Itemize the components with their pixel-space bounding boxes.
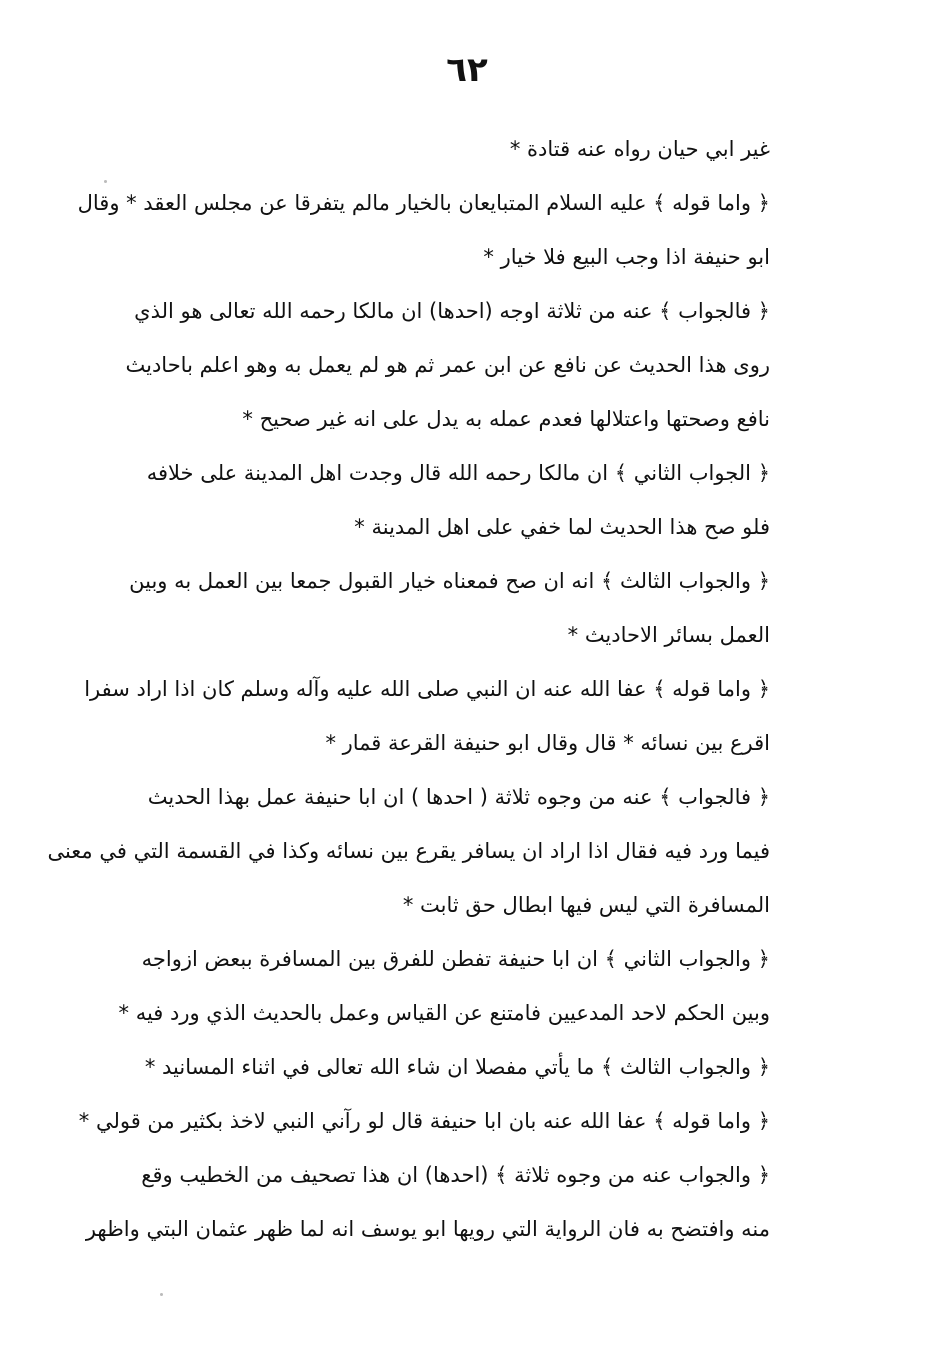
paper-speck [104, 180, 107, 183]
text-line: ابو حنيفة اذا وجب البيع فلا خيار * [483, 245, 770, 269]
paper-speck [160, 1293, 163, 1296]
text-line: ﴿ والجواب الثالث ﴾ ما يأتي مفصلا ان شاء الله تعالى في اثناء المسانيد * [144, 1055, 770, 1079]
text-line: ﴿ واما قوله ﴾ عليه السلام المتبايعان بالخيار مالم يتفرقا عن مجلس العقد * وقال [77, 191, 770, 215]
page-number: ٦٢ [446, 50, 488, 90]
text-line: منه وافتضح به فان الرواية التي رويها ابو يوسف انه لما ظهر عثمان البتي واظهر [85, 1217, 770, 1241]
text-line: نافع وصحتها واعتلالها فعدم عمله به يدل على انه غير صحيح * [242, 407, 770, 431]
text-line: روى هذا الحديث عن نافع عن ابن عمر ثم هو لم يعمل به وهو اعلم باحاديث [125, 353, 770, 377]
body-text [47, 122, 770, 1256]
text-line: ﴿ والجواب عنه من وجوه ثلاثة ﴾ (احدها) ان هذا تصحيف من الخطيب وقع [141, 1163, 770, 1187]
text-line: فيما ورد فيه فقال اذا اراد ان يسافر يقرع بين نسائه وكذا في القسمة التي في معنى [47, 839, 770, 863]
text-line: ﴿ والجواب الثالث ﴾ انه ان صح فمعناه خيار القبول جمعا بين العمل به وبين [129, 569, 770, 593]
text-line: اقرع بين نسائه * قال وقال ابو حنيفة القرعة قمار * [325, 731, 770, 755]
text-line: ﴿ فالجواب ﴾ عنه من وجوه ثلاثة ( احدها ) ان ابا حنيفة عمل بهذا الحديث [147, 785, 770, 809]
text-line: وبين الحكم لاحد المدعيين فامتنع عن القياس وعمل بالحديث الذي ورد فيه * [118, 1001, 770, 1025]
text-line: فلو صح هذا الحديث لما خفي على اهل المدينة * [354, 515, 770, 539]
text-line: ﴿ فالجواب ﴾ عنه من ثلاثة اوجه (احدها) ان مالكا رحمه الله تعالى هو الذي [134, 299, 770, 323]
text-line: المسافرة التي ليس فيها ابطال حق ثابت * [402, 893, 770, 917]
text-line: غير ابي حيان رواه عنه قتادة * [509, 137, 770, 161]
text-line: ﴿ واما قوله ﴾ عفا الله عنه بان ابا حنيفة قال لو رآني النبي لاخذ بكثير من قولي * [78, 1109, 770, 1133]
text-line: ﴿ واما قوله ﴾ عفا الله عنه ان النبي صلى الله عليه وآله وسلم كان اذا اراد سفرا [84, 677, 770, 701]
text-line: ﴿ الجواب الثاني ﴾ ان مالكا رحمه الله قال وجدت اهل المدينة على خلافه [146, 461, 770, 485]
text-line: ﴿ والجواب الثاني ﴾ ان ابا حنيفة تفطن للفرق بين المسافرة ببعض ازواجه [141, 947, 770, 971]
text-line: العمل بسائر الاحاديث * [567, 623, 770, 647]
